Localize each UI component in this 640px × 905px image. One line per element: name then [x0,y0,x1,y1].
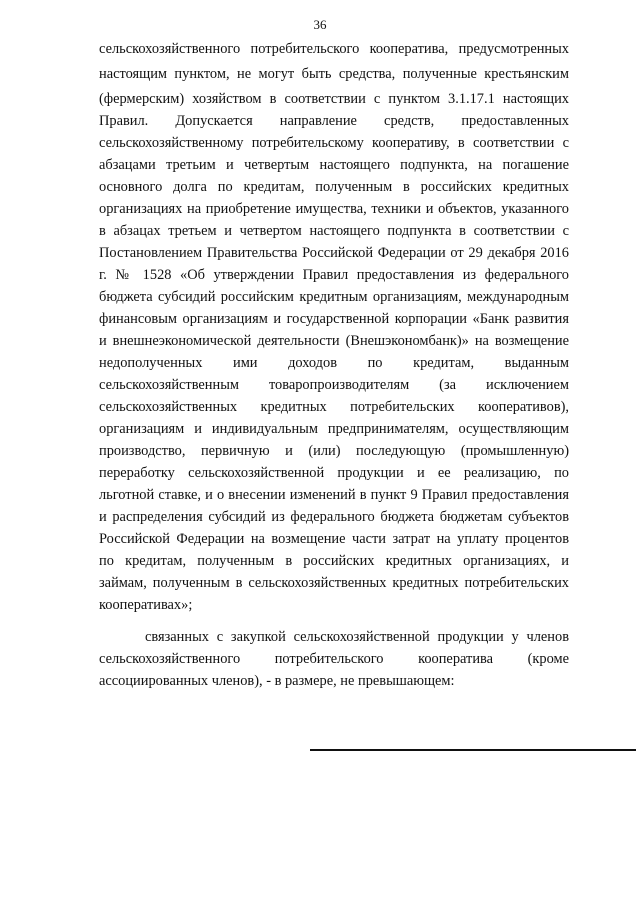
text-line: и распределения субсидий из федерального бюджета бюджетам субъектов [99,509,569,525]
text-line: в абзацах третьем и четвертом настоящего подпункта в соответствии с [99,223,569,239]
text-line: сельскохозяйственного потребительского кооператива, предусмотренных [99,41,569,57]
text-line: займам, полученным в сельскохозяйственных кредитных потребительских [99,575,569,591]
text-line: производство, первичную и (или) последующую (промышленную) [99,443,569,459]
text-line: основного долга по кредитам, полученным в российских кредитных [99,179,569,195]
text-line: г. № 1528 «Об утверждении Правил предоставления из федерального [99,267,569,283]
text-line: бюджета субсидий российским кредитным организациям, международным [99,289,569,305]
text-line: льготной ставке, и о внесении изменений в пункт 9 Правил предоставления [99,487,569,503]
text-line: Российской Федерации на возмещение части затрат на уплату процентов [99,531,569,547]
text-line: сельскохозяйственных кредитных потребительских кооперативов), [99,399,569,415]
text-line: по кредитам, полученным в российских кредитных организациях, и [99,553,569,569]
text-line: Правил. Допускается направление средств, предоставленных [99,113,569,129]
horizontal-rule [310,749,636,751]
page-number: 36 [313,17,327,32]
text-line: ассоциированных членов), - в размере, не превышающем: [99,673,455,689]
text-line: сельскохозяйственного потребительского кооператива (кроме [99,651,569,667]
text-line: настоящим пунктом, не могут быть средства, полученные крестьянским [99,66,569,82]
text-line: переработку сельскохозяйственной продукции и ее реализацию, по [99,465,569,481]
text-line: финансовым организациям и государственной корпорации «Банк развития [99,311,569,327]
text-line: связанных с закупкой сельскохозяйственной продукции у членов [145,629,569,645]
text-line: сельскохозяйственным товаропроизводителям (за исключением [99,377,569,393]
text-line: организациях на приобретение имущества, техники и объектов, указанного [99,201,569,217]
text-line: и внешнеэкономической деятельности (Внешэкономбанк)» на возмещение [99,333,569,349]
text-line: (фермерским) хозяйством в соответствии с пунктом 3.1.17.1 настоящих [99,91,569,107]
text-line: сельскохозяйственному потребительскому кооперативу, в соответствии с [99,135,569,151]
text-line: кооперативах»; [99,597,193,613]
text-line: Постановлением Правительства Российской Федерации от 29 декабря 2016 [99,245,569,261]
text-line: абзацами третьим и четвертым настоящего подпункта, на погашение [99,157,569,173]
text-line: организациям и индивидуальным предпринимателям, осуществляющим [99,421,569,437]
text-line: недополученных ими доходов по кредитам, выданным [99,355,569,371]
